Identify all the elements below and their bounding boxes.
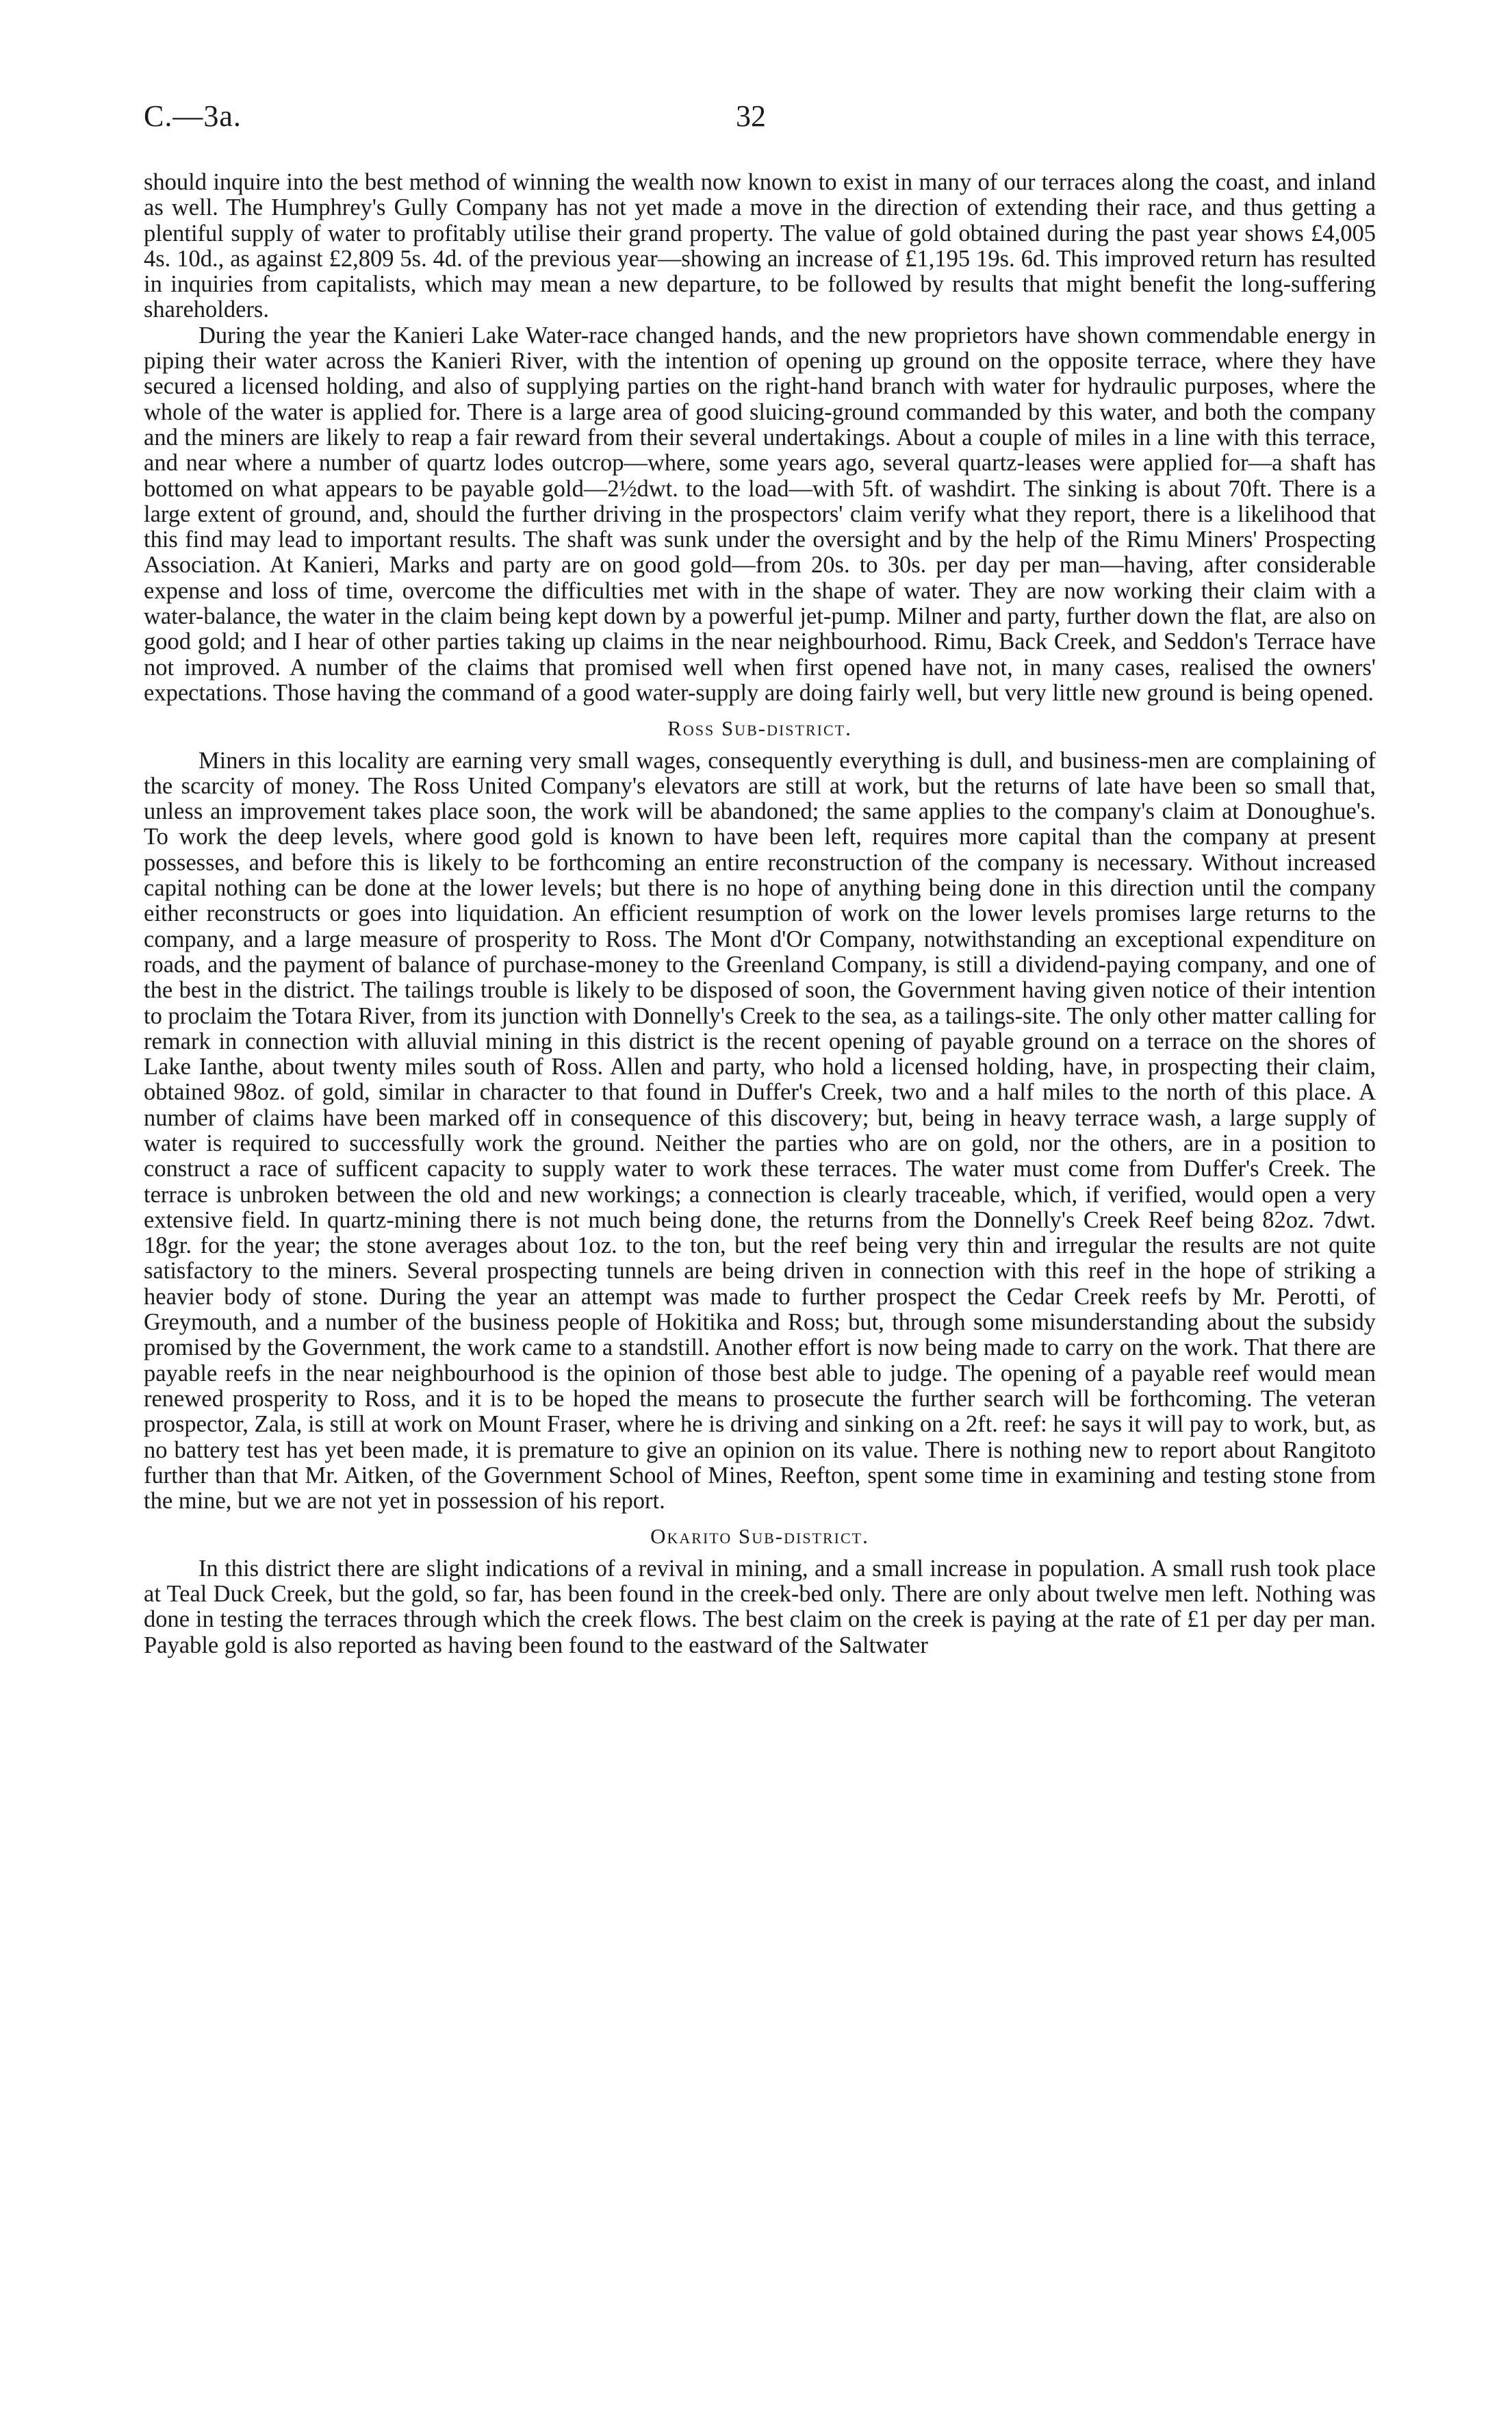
paragraph: During the year the Kanieri Lake Water-race changed hands, and the new proprietors have shown commendable energy in piping their water across the Kanieri River, with the intention of opening up ground on the opposite terrace, where they have secured a licensed holding, and also of supplying parties on the right-hand branch with water for hydraulic purposes, where the whole of the water is applied for. There is a large area of good sluicing-ground commanded by this water, and both the company and the miners are likely to reap a fair reward from their several undertakings. About a couple of miles in a line with this terrace, and near where a number of quartz lodes outcrop—where, some years ago, several quartz-leases were applied for—a shaft has bottomed on what appears to be payable gold—2½dwt. to the load—with 5ft. of washdirt. The sinking is about 70ft. There is a large extent of ground, and, should the further driving in the prospectors' claim verify what they report, there is a likelihood that this find may lead to important results. The shaft was sunk under the oversight and by the help of the Rimu Miners' Prospecting Association. At Kanieri, Marks and party are on good gold—from 20s. to 30s. per day per man—having, after considerable expense and loss of time, overcome the difficulties met with in the shape of water. They are now working their claim with a water-balance, the water in the claim being kept down by a powerful jet-pump. Milner and party, further down the flat, are also on good gold; and I hear of other parties taking up claims in the near neighbourhood. Rimu, Back Creek, and Seddon's Terrace have not improved. A number of the claims that promised well when first opened have not, in many cases, realised the owners' expectations. Those having the command of a good water-supply are doing fairly well, but very little new ground is being opened. xyxy=(144,322,1376,706)
paragraph: should inquire into the best method of winning the wealth now known to exist in many of our terraces along the coast, and inland as well. The Humphrey's Gully Company has not yet made a move in the direction of extending their race, and thus getting a plentiful supply of water to profitably utilise their grand property. The value of gold obtained during the past year shows £4,005 4s. 10d., as against £2,809 5s. 4d. of the previous year—showing an increase of £1,195 19s. 6d. This improved return has resulted in inquiries from capitalists, which may mean a new departure, to be followed by results that might benefit the long-suffering shareholders. xyxy=(144,169,1376,323)
page-number: 32 xyxy=(736,99,766,133)
paragraph: Miners in this locality are earning very small wages, consequently everything is dull, and business-men are complaining of the scarcity of money. The Ross United Company's elevators are still at work, but the returns of late have been so small that, unless an improvement takes place soon, the work will be abandoned; the same applies to the company's claim at Donoughue's. To work the deep levels, where good gold is known to have been left, requires more capital than the company at present possesses, and before this is likely to be forthcoming an entire reconstruction of the company is necessary. Without increased capital nothing can be done at the lower levels; but there is no hope of anything being done in this direction until the company either reconstructs or goes into liquidation. An efficient resumption of work on the lower levels promises large returns to the company, and a large measure of prosperity to Ross. The Mont d'Or Company, notwithstanding an exceptional expenditure on roads, and the payment of balance of purchase-money to the Greenland Company, is still a dividend-paying company, and one of the best in the district. The tailings trouble is likely to be disposed of soon, the Government having given notice of their intention to proclaim the Totara River, from its junction with Donnelly's Creek to the sea, as a tailings-site. The only other matter calling for remark in connection with alluvial mining in this district is the recent opening of payable ground on a terrace on the shores of Lake Ianthe, about twenty miles south of Ross. Allen and party, who hold a licensed holding, have, in prospecting their claim, obtained 98oz. of gold, similar in character to that found in Duffer's Creek, two and a half miles to the north of this place. A number of claims have been marked off in consequence of this discovery; but, being in heavy terrace wash, a large supply of water is required to successfully work the ground. Neither the parties who are on gold, nor the others, are in a position to construct a race of sufficent capacity to supply water to work these terraces. The water must come from Duffer's Creek. The terrace is unbroken between the old and new workings; a connection is clearly traceable, which, if verified, would open a very extensive field. In quartz-mining there is not much being done, the returns from the Donnelly's Creek Reef being 82oz. 7dwt. 18gr. for the year; the stone averages about 1oz. to the ton, but the reef being very thin and irregular the results are not quite satisfactory to the miners. Several prospecting tunnels are being driven in connection with this reef in the hope of striking a heavier body of stone. During the year an attempt was made to further prospect the Cedar Creek reefs by Mr. Perotti, of Greymouth, and a number of the business people of Hokitika and Ross; but, through some misunderstanding about the subsidy promised by the Government, the work came to a standstill. Another effort is now being made to carry on the work. That there are payable reefs in the near neighbourhood is the opinion of those best able to judge. The opening of a payable reef would mean renewed prosperity to Ross, and it is to be hoped the means to prosecute the further search will be forthcoming. The veteran prospector, Zala, is still at work on Mount Fraser, where he is driving and sinking on a 2ft. reef: he says it will pay to work, but, as no battery test has yet been made, it is premature to give an opinion on its value. There is nothing new to report about Rangitoto further than that Mr. Aitken, of the Government School of Mines, Reefton, spent some time in examining and testing stone from the mine, but we are not yet in possession of his report. xyxy=(144,747,1376,1514)
section-heading-okarito: Okarito Sub-district. xyxy=(650,1524,869,1549)
paragraph: In this district there are slight indications of a revival in mining, and a small increase in population. A small rush took place at Teal Duck Creek, but the gold, so far, has been found in the creek-bed only. There are only about twelve men left. Nothing was done in testing the terraces through which the creek flows. The best claim on the creek is paying at the rate of £1 per day per man. Payable gold is also reported as having been found to the eastward of the Saltwater xyxy=(144,1555,1376,1658)
body-text xyxy=(144,170,1376,1658)
section-heading-ross: Ross Sub-district. xyxy=(667,716,852,741)
document-reference: C.—3a. xyxy=(144,99,242,133)
